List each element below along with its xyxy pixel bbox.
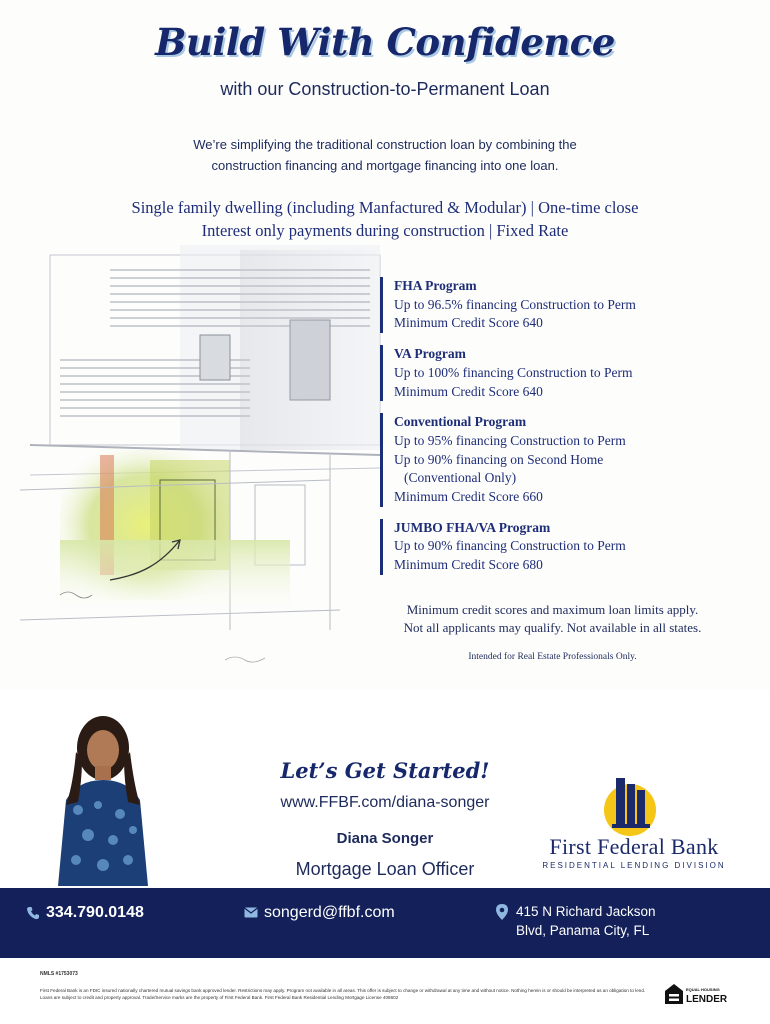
disclaimer-line: Minimum credit scores and maximum loan limits apply. xyxy=(406,602,699,617)
email-icon xyxy=(244,907,258,918)
loan-programs-list xyxy=(380,277,740,587)
email-contact[interactable] xyxy=(244,904,395,922)
program-detail: Up to 96.5% financing Construction to Perm xyxy=(394,296,636,312)
bank-name: First Federal Bank xyxy=(549,834,719,859)
cta-heading: Let’s Get Started! xyxy=(280,758,490,783)
intro-line: construction financing and mortgage financing into one loan. xyxy=(211,158,559,173)
program-heading: Conventional Program xyxy=(394,414,527,430)
intro-text xyxy=(160,134,610,176)
legal-footer xyxy=(0,958,770,1024)
program-detail: Minimum Credit Score 660 xyxy=(394,489,543,505)
features-line: Interest only payments during construction | Fixed Rate xyxy=(201,221,569,240)
address-line: 415 N Richard Jackson xyxy=(516,904,656,919)
location-pin-icon xyxy=(496,904,508,920)
ehl-small-text: EQUAL HOUSING xyxy=(686,987,720,992)
email-address: songerd@ffbf.com xyxy=(264,904,395,921)
program-detail: Minimum Credit Score 680 xyxy=(394,557,543,573)
address-line: Blvd, Panama City, FL xyxy=(516,923,650,938)
credit-disclaimer xyxy=(380,601,725,637)
phone-contact[interactable] xyxy=(26,904,144,922)
officer-website-link[interactable]: www.FFBF.com/diana-songer xyxy=(280,794,490,811)
address-contact xyxy=(516,902,656,940)
contact-bar xyxy=(0,888,770,958)
page-subtitle: with our Construction-to-Permanent Loan xyxy=(220,79,550,99)
program-heading: FHA Program xyxy=(394,278,477,293)
program-heading: JUMBO FHA/VA Program xyxy=(394,519,551,535)
officer-title: Mortgage Loan Officer xyxy=(295,859,475,879)
phone-icon xyxy=(26,906,40,920)
contact-section xyxy=(0,690,770,888)
program-detail: (Conventional Only) xyxy=(404,470,517,486)
equal-housing-lender-badge xyxy=(664,983,734,1009)
program-fha xyxy=(380,277,740,333)
equal-housing-house-icon xyxy=(664,983,684,1005)
program-va xyxy=(380,345,740,401)
ehl-big-text: LENDER xyxy=(686,994,728,1005)
program-detail: Minimum Credit Score 640 xyxy=(394,383,543,399)
page-title: Build With Confidence xyxy=(155,20,615,64)
loan-officer-photo xyxy=(48,710,158,886)
program-detail: Up to 90% financing Construction to Perm xyxy=(394,538,626,554)
bank-logo-icon xyxy=(600,770,660,838)
program-detail: Up to 100% financing Construction to Perm xyxy=(394,364,633,380)
legal-disclaimer: First Federal Bank is an FDIC insured nationally chartered mutual savings bank approved lender. Restrictions may apply. Program not available in all areas. This offer is subject to change or withdrawal at any time and without notice. Nothing herein is or should be interpreted as an obligation to lend. Loans are subject to credit and property approval. Trade/Service marks are the property of First Federal Bank. First Federal Bank Residential Lending Mortgage License 408602 xyxy=(40,988,646,1000)
program-detail: Minimum Credit Score 640 xyxy=(394,315,543,331)
phone-number: 334.790.0148 xyxy=(46,904,144,921)
features-line: Single family dwelling (including Manfactured & Modular) | One-time close xyxy=(131,198,639,217)
program-detail: Up to 95% financing Construction to Perm xyxy=(394,432,626,448)
program-detail: Up to 90% financing on Second Home xyxy=(394,451,604,467)
program-conventional xyxy=(380,413,740,507)
disclaimer-line: Not all applicants may qualify. Not available in all states. xyxy=(403,620,702,635)
nmls-number: NMLS #1753073 xyxy=(40,971,78,977)
program-jumbo xyxy=(380,519,740,575)
program-heading: VA Program xyxy=(394,346,466,362)
bank-division: RESIDENTIAL LENDING DIVISION xyxy=(542,861,726,870)
officer-name: Diana Songer xyxy=(336,830,434,847)
audience-note: Intended for Real Estate Professionals Only. xyxy=(468,652,637,662)
intro-line: We’re simplifying the traditional construction loan by combining the xyxy=(193,137,577,152)
